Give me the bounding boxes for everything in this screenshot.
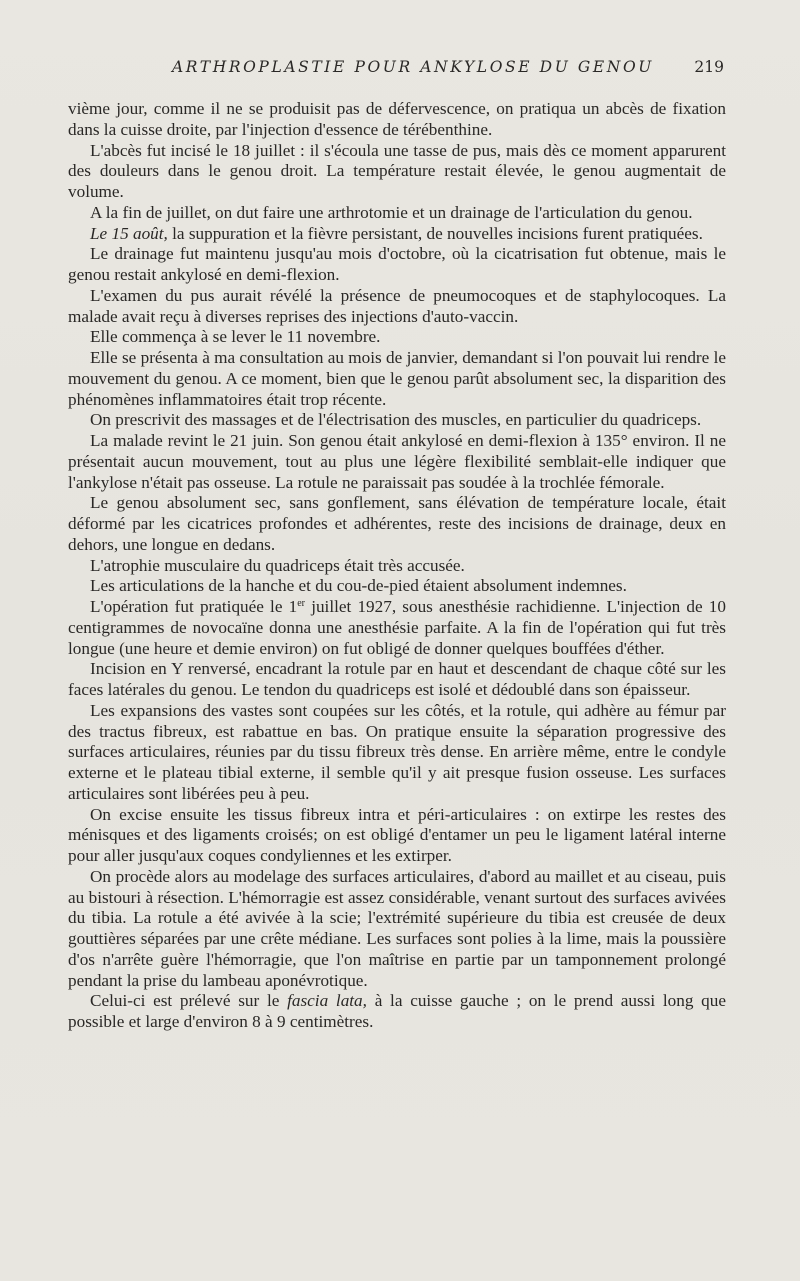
ordinal-superscript: er [297, 598, 306, 609]
page-number: 219 [694, 58, 724, 76]
paragraph: Les articulations de la hanche et du cou-de-pied étaient absolument indemnes. [90, 576, 627, 596]
paragraph: Le genou absolument sec, sans gonflement, sans élévation de température locale, était déformé par les cicatrices profondes et adhérentes, reste des incisions de drainage, deux en dehors, une longue en dedans. [68, 493, 726, 554]
paragraph: vième jour, comme il ne se produisit pas de défervescence, on pratiqua un abcès de fixation dans la cuisse droite, par l'injection d'essence de térébenthine. [68, 99, 726, 139]
paragraph: Elle se présenta à ma consultation au mois de janvier, demandant si l'on pouvait lui rendre le mouvement du genou. A ce moment, bien que le genou parût absolument sec, la disparition des phénomènes inflammatoires était trop récente. [68, 348, 726, 409]
paragraph: Incision en Y renversé, encadrant la rotule par en haut et descendant de chaque côté sur les faces latérales du genou. Le tendon du quadriceps est isolé et dédoublé dans son épaisseur. [68, 659, 726, 699]
paragraph: Les expansions des vastes sont coupées sur les côtés, et la rotule, qui adhère au fémur par des tractus fibreux, est rabattue en bas. On pratique ensuite la séparation progressive des surfaces articulaires, réunies par du tissu fibreux très dense. En arrière même, entre le condyle externe et le plateau tibial externe, il semble qu'il y ait presque fusion osseuse. Les surfaces articulaires sont libérées peu à peu. [68, 700, 726, 803]
paragraph: L'examen du pus aurait révélé la présence de pneumocoques et de staphylocoques. La malade avait reçu à diverses reprises des injections d'auto-vaccin. [68, 285, 726, 326]
paragraph: Elle commença à se lever le 11 novembre. [90, 327, 381, 347]
paragraph [68, 597, 726, 659]
paragraph: L'atrophie musculaire du quadriceps était très accusée. [90, 555, 465, 575]
running-head [68, 58, 728, 82]
body-text [68, 99, 726, 1033]
paragraph: Le drainage fut maintenu jusqu'au mois d'octobre, où la cicatrisation fut obtenue, mais le genou restait ankylosé en demi-flexion. [68, 244, 726, 284]
paragraph-text: la suppuration et la fièvre persistant, de nouvelles incisions furent pratiquées. [167, 223, 703, 243]
running-title: ARTHROPLASTIE POUR ANKYLOSE DU GENOU [172, 58, 654, 76]
paragraph: On procède alors au modelage des surfaces articulaires, d'abord au maillet et au ciseau, puis au bistouri à résection. L'hémorragie est assez considérable, venant surtout des surfaces avivées du tibia. La rotule a été avivée à la scie; l'extrémité supérieure du tibia est creusée de deux gouttières séparées par une crête médiane. Les surfaces sont polies à la lime, mais la poussière d'os n'arrête guère l'hémorragie, que l'on maîtrise en partie par un tamponnement prolongé pendant la prise du lambeau aponévrotique. [68, 866, 726, 990]
paragraph-text: à la cuisse gauche ; on le prend aussi long que possible et large d'environ 8 à 9 centimètres. [68, 991, 726, 1031]
paragraph [68, 224, 726, 245]
paragraph: On excise ensuite les tissus fibreux intra et péri-articulaires : on extirpe les restes des ménisques et des ligaments croisés; on est obligé d'entamer un peu le ligament latéral interne pour aller jusqu'aux coques condyliennes et les extirper. [68, 804, 726, 865]
paragraph: On prescrivit des massages et de l'électrisation des muscles, en particulier du quadriceps. [90, 410, 702, 430]
paragraph-text: juillet 1927, sous anesthésie rachidienne. L'injection de 10 centigrammes de novocaïne donna une anesthésie parfaite. A la fin de l'opération qui fut très longue (une heure et demie environ) on fut obligé de donner quelques bouffées d'éther. [68, 597, 726, 658]
paragraph-text: Celui-ci est prélevé sur le [90, 991, 288, 1011]
paragraph: A la fin de juillet, on dut faire une arthrotomie et un drainage de l'articulation du genou. [90, 202, 693, 222]
paragraph-text: L'opération fut pratiquée le 1 [90, 597, 298, 616]
paragraph: L'abcès fut incisé le 18 juillet : il s'écoula une tasse de pus, mais dès ce moment apparurent des douleurs dans le genou droit. La température restait élevée, le genou augmentait de volume. [68, 140, 726, 201]
term-emphasis: fascia lata, [287, 991, 367, 1011]
paragraph [68, 991, 726, 1033]
paragraph: La malade revint le 21 juin. Son genou était ankylosé en demi-flexion à 135° environ. Il ne présentait aucun mouvement, tout au plus une légère flexibilité semblait-elle indiquer que l'ankylose n'était pas osseuse. La rotule ne paraissait pas soudée à la trochlée fémorale. [68, 431, 726, 492]
date-emphasis: Le 15 août, [90, 223, 168, 243]
